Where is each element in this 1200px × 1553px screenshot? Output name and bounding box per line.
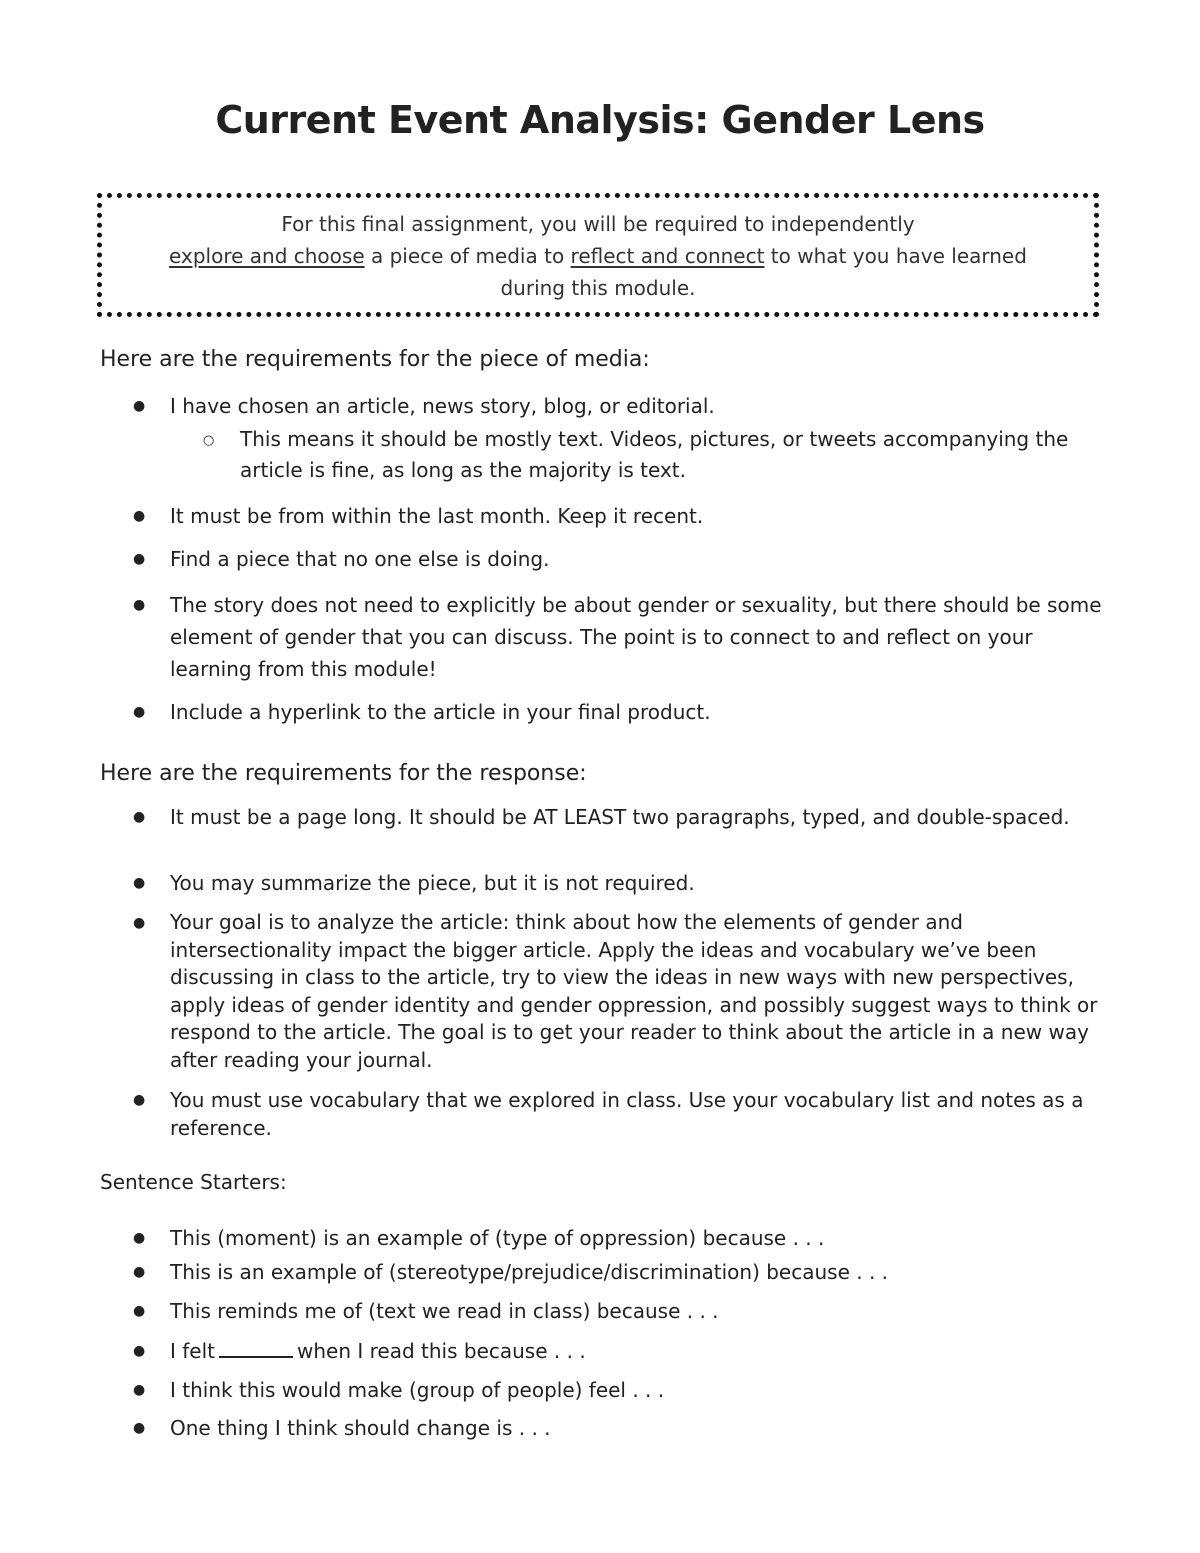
starter-item-text: This is an example of (stereotype/prejudice/discrimination) because . . . <box>170 1260 889 1284</box>
starter-item <box>133 1414 1108 1442</box>
starter-item-text: I think this would make (group of people) feel . . . <box>170 1378 665 1402</box>
media-item <box>133 698 1108 726</box>
starter-item-text: This reminds me of (text we read in class) because . . . <box>170 1299 719 1323</box>
bullet-dot-icon: ● <box>133 398 146 414</box>
starter-item-4-before: I felt <box>170 1339 215 1363</box>
fill-in-blank-line <box>219 1338 293 1358</box>
media-requirements-heading: Here are the requirements for the piece of media: <box>100 347 650 372</box>
media-subitem-text: This means it should be mostly text. Videos, pictures, or tweets accompanying the article is fine, as long as the majority is text. <box>240 427 1069 482</box>
starter-item <box>133 1297 1108 1325</box>
starter-item <box>133 1224 1108 1252</box>
callout-line-1: For this final assignment, you will be required to independently <box>281 212 915 236</box>
callout-line-2-mid: a piece of media to <box>364 244 571 268</box>
sentence-starters-heading: Sentence Starters: <box>100 1170 287 1194</box>
media-item <box>133 392 1108 420</box>
starter-item-text: One thing I think should change is . . . <box>170 1416 551 1440</box>
bullet-dot-icon: ● <box>133 1420 146 1436</box>
callout-line-3: during this module. <box>500 276 696 300</box>
media-item <box>133 502 1108 530</box>
bullet-dot-icon: ● <box>133 1092 146 1108</box>
bullet-dot-icon: ● <box>133 1230 146 1246</box>
bullet-dot-icon: ● <box>133 551 146 567</box>
bullet-dot-icon: ● <box>133 915 146 931</box>
response-item-text: Your goal is to analyze the article: think about how the elements of gender and intersectionality impact the bigger article. Apply the ideas and vocabulary we’ve been discussing in class to the article, try to view the ideas in new ways with new perspectives, apply ideas of gender identity and gender oppression, and possibly suggest ways to think or respond to the article. The goal is to get your reader to think about the article in a new way after reading your journal. <box>170 910 1098 1072</box>
starter-item <box>133 1258 1108 1286</box>
starter-item <box>133 1337 1108 1365</box>
starter-item-4-after: when I read this because . . . <box>297 1339 586 1363</box>
media-item-text: Find a piece that no one else is doing. <box>170 547 550 571</box>
bullet-dot-icon: ● <box>133 508 146 524</box>
response-item-text: You must use vocabulary that we explored in class. Use your vocabulary list and notes as a reference. <box>170 1088 1084 1140</box>
response-item <box>133 869 1108 897</box>
callout-underline-reflect: reflect and connect <box>570 244 765 268</box>
callout-line-2-end: to what you have learned <box>764 244 1027 268</box>
starter-item <box>133 1376 1108 1404</box>
bullet-dot-icon: ● <box>133 809 146 825</box>
bullet-dot-icon: ● <box>133 1303 146 1319</box>
media-item <box>133 545 1108 573</box>
callout-line-2 <box>102 240 1094 272</box>
assignment-callout <box>97 193 1099 317</box>
starter-item-text: This (moment) is an example of (type of oppression) because . . . <box>170 1226 825 1250</box>
response-requirements-heading: Here are the requirements for the response: <box>100 761 587 786</box>
bullet-dot-icon: ● <box>133 1382 146 1398</box>
starter-item-text <box>170 1337 1108 1365</box>
callout-underline-explore: explore and choose <box>169 244 365 268</box>
response-item <box>133 909 1108 1074</box>
media-subitem <box>203 424 1103 486</box>
bullet-circle-icon: ○ <box>203 433 215 448</box>
media-item-text: It must be from within the last month. Keep it recent. <box>170 504 704 528</box>
response-item-text: It must be a page long. It should be AT LEAST two paragraphs, typed, and double-spaced. <box>170 805 1070 829</box>
bullet-dot-icon: ● <box>133 704 146 720</box>
bullet-dot-icon: ● <box>133 1343 146 1359</box>
media-item-text: The story does not need to explicitly be about gender or sexuality, but there should be some element of gender that you can discuss. The point is to connect to and reflect on your learning from this module! <box>170 593 1102 681</box>
response-item <box>133 803 1108 831</box>
media-item-text: Include a hyperlink to the article in your final product. <box>170 700 711 724</box>
bullet-dot-icon: ● <box>133 1264 146 1280</box>
bullet-dot-icon: ● <box>133 597 146 613</box>
response-item-text: You may summarize the piece, but it is not required. <box>170 871 695 895</box>
response-item <box>133 1086 1108 1142</box>
media-item <box>133 589 1108 685</box>
bullet-dot-icon: ● <box>133 875 146 891</box>
media-item-text: I have chosen an article, news story, blog, or editorial. <box>170 394 715 418</box>
page-title: Current Event Analysis: Gender Lens <box>215 98 985 142</box>
